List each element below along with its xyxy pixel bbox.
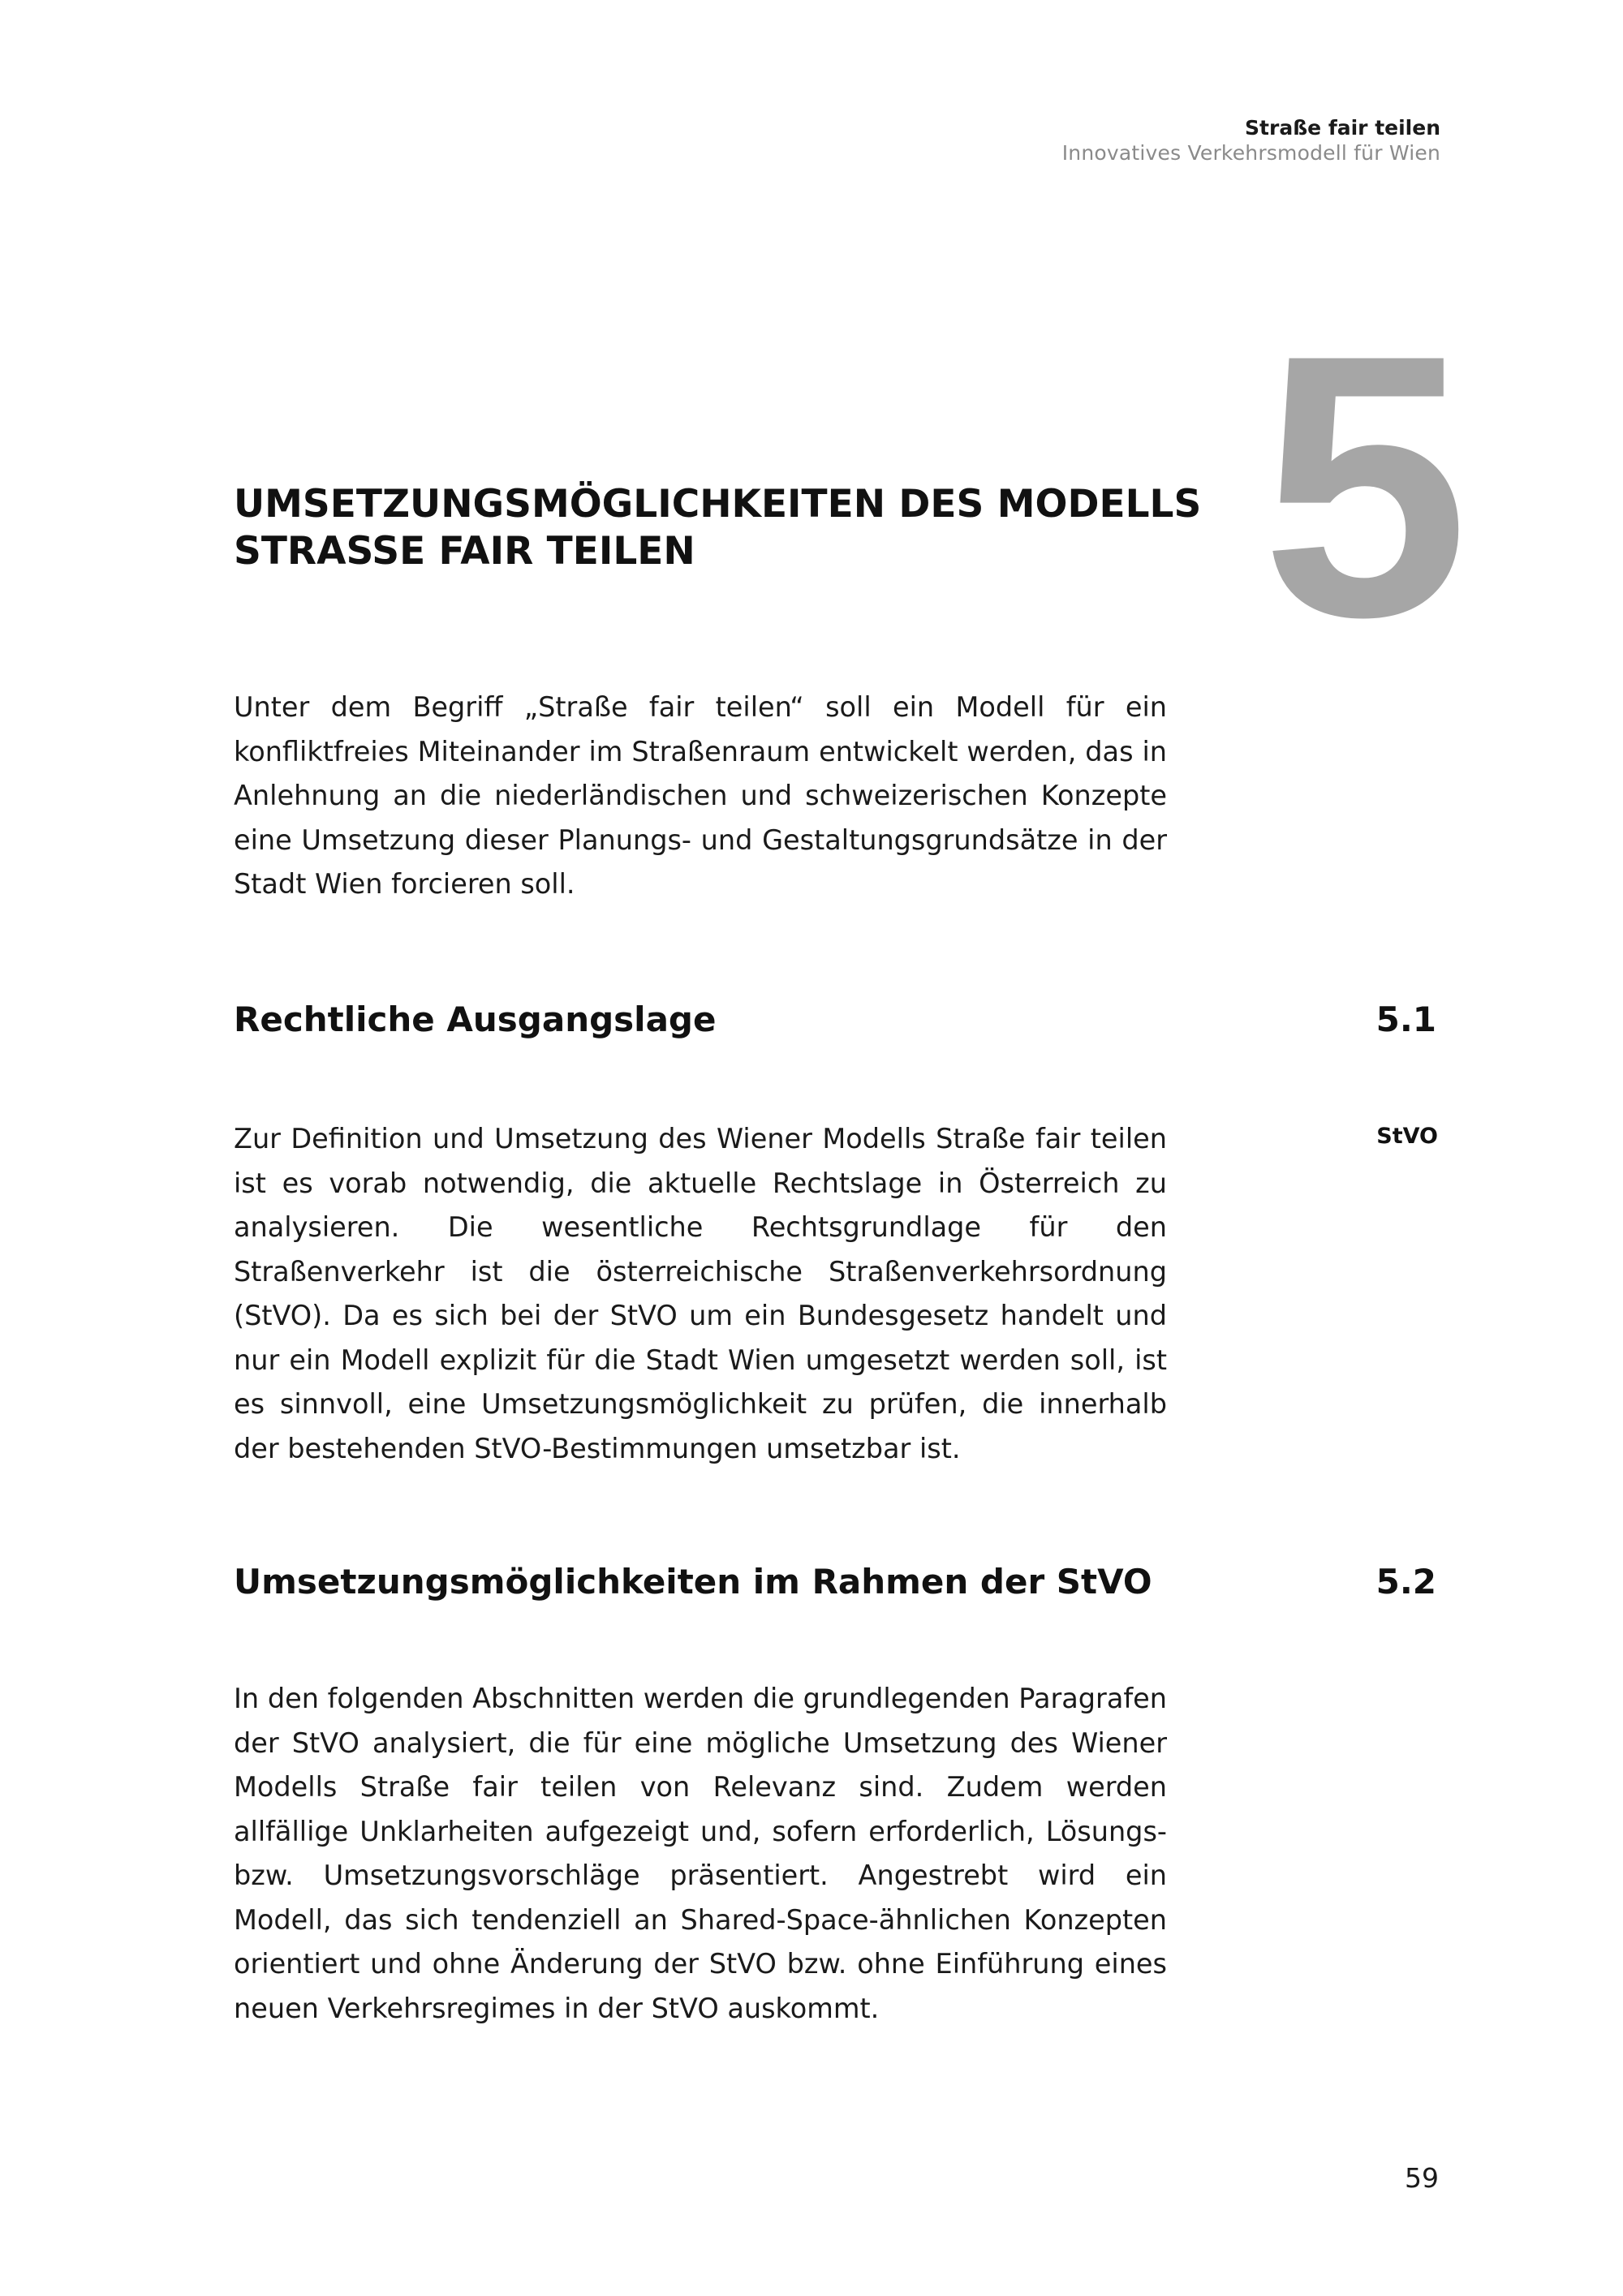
section-heading-5-2: Umsetzungsmöglichkeiten im Rahmen der StVO (234, 1562, 1152, 1602)
margin-note-stvo: StVO (1376, 1124, 1438, 1149)
section-number-5-2: 5.2 (1375, 1562, 1436, 1602)
chapter-number: 5 (1261, 278, 1469, 694)
section-5-1-paragraph: Zur Definition und Umsetzung des Wiener Modells Straße fair teilen ist es vorab notwendig, die aktuelle Rechtslage in Österreich zu analysieren. Die wesentliche Rechtsgrundlage für den Straßenverkehr ist die österreichische Straßenverkehrsordnung (StVO). Da es sich bei der StVO um ein Bundesgesetz handelt und nur ein Modell explizit für die Stadt Wien umgesetzt werden soll, ist es sinnvoll, eine Umsetzungsmöglichkeit zu prüfen, die innerhalb der bestehenden StVO-Bestimmungen umsetzbar ist. (234, 1123, 1167, 1464)
section-heading-5-1: Rechtliche Ausgangslage (234, 1000, 717, 1039)
running-header (1062, 115, 1440, 166)
chapter-title (234, 481, 1289, 575)
running-header-subtitle: Innovatives Verkehrsmodell für Wien (1061, 141, 1440, 166)
section-5-2-paragraph: In den folgenden Abschnitten werden die grundlegenden Paragrafen der StVO analysiert, die für eine mögliche Umsetzung des Wiener Modells Straße fair teilen von Relevanz sind. Zudem werden allfällige Unklarheiten aufgezeigt und, sofern erforderlich, Lösungs- bzw. Umsetzungsvorschläge präsentiert. Angestrebt wird ein Modell, das sich tendenziell an Shared-Space-ähnlichen Konzepten orientiert und ohne Änderung der StVO bzw. ohne Einführung eines neuen Verkehrsregimes in der StVO auskommt. (234, 1683, 1167, 2024)
intro-paragraph: Unter dem Begriff „Straße fair teilen“ soll ein Modell für ein konfliktfreies Miteinander im Straßenraum entwickelt werden, das in Anlehnung an die niederländischen und schweizerischen Konzepte eine Umsetzung dieser Planungs- und Gestaltungsgrundsätze in der Stadt Wien forcieren soll. (234, 691, 1167, 900)
section-number-5-1: 5.1 (1375, 1000, 1436, 1039)
page-number: 59 (1405, 2162, 1439, 2194)
chapter-title-line-1: UMSETZUNGSMÖGLICHKEITEN DES MODELLS (234, 482, 1202, 527)
running-header-title: Straße fair teilen (1245, 116, 1440, 140)
chapter-title-line-2: STRASSE FAIR TEILEN (234, 528, 695, 574)
